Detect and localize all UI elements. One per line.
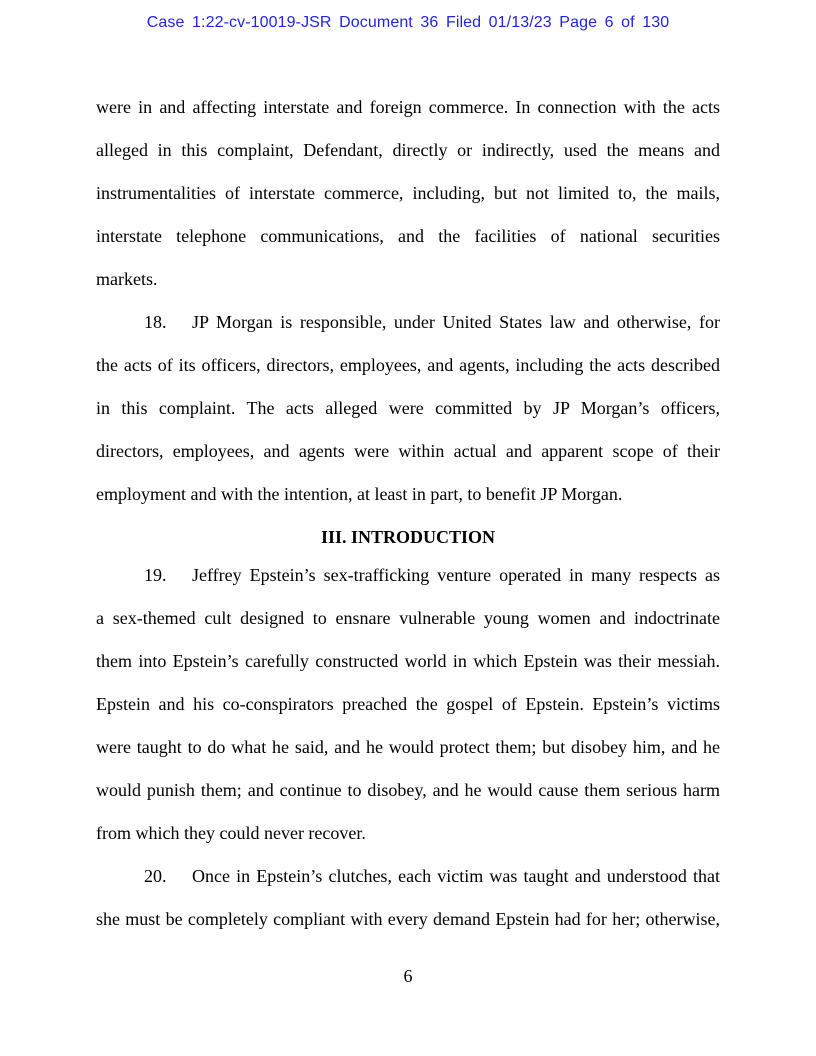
- paragraph-20-first-line: [144, 865, 720, 887]
- page-number: 6: [403, 966, 413, 986]
- text-line: them into Epstein’s carefully constructed world in which Epstein was their messiah.: [96, 651, 720, 671]
- paragraph-number: 20.: [144, 866, 167, 886]
- text-line: employment and with the intention, at least in part, to benefit JP Morgan.: [96, 484, 623, 504]
- paragraph-19-first-line: [144, 564, 720, 586]
- text-line: alleged in this complaint, Defendant, directly or indirectly, used the means and: [96, 140, 720, 160]
- case-header: Case 1:22-cv-10019-JSR Document 36 Filed 01/13/23 Page 6 of 130: [146, 14, 670, 31]
- paragraph-18-first-line: [144, 311, 720, 333]
- text-line: the acts of its officers, directors, employees, and agents, including the acts described: [96, 355, 720, 375]
- paragraph-number: 19.: [144, 565, 167, 585]
- text-line: JP Morgan is responsible, under United States law and otherwise, for: [192, 312, 720, 332]
- text-line: from which they could never recover.: [96, 823, 366, 843]
- text-line: in this complaint. The acts alleged were committed by JP Morgan’s officers,: [96, 398, 720, 418]
- text-line: instrumentalities of interstate commerce, including, but not limited to, the mails,: [96, 183, 720, 203]
- text-line: would punish them; and continue to disobey, and he would cause them serious harm: [96, 780, 720, 800]
- text-line: she must be completely compliant with every demand Epstein had for her; otherwise,: [96, 909, 720, 929]
- section-heading: III. INTRODUCTION: [320, 527, 496, 547]
- text-line: were taught to do what he said, and he would protect them; but disobey him, and he: [96, 737, 720, 757]
- text-line: Jeffrey Epstein’s sex-trafficking venture operated in many respects as: [192, 565, 720, 585]
- text-line: markets.: [96, 269, 158, 289]
- text-line: directors, employees, and agents were within actual and apparent scope of their: [96, 441, 720, 461]
- text-line: were in and affecting interstate and foreign commerce. In connection with the acts: [96, 97, 720, 117]
- text-line: interstate telephone communications, and the facilities of national securities: [96, 226, 720, 246]
- text-line: a sex-themed cult designed to ensnare vulnerable young women and indoctrinate: [96, 608, 720, 628]
- text-line: Once in Epstein’s clutches, each victim was taught and understood that: [192, 866, 720, 886]
- paragraph-number: 18.: [144, 312, 167, 332]
- text-line: Epstein and his co-conspirators preached the gospel of Epstein. Epstein’s victims: [96, 694, 720, 714]
